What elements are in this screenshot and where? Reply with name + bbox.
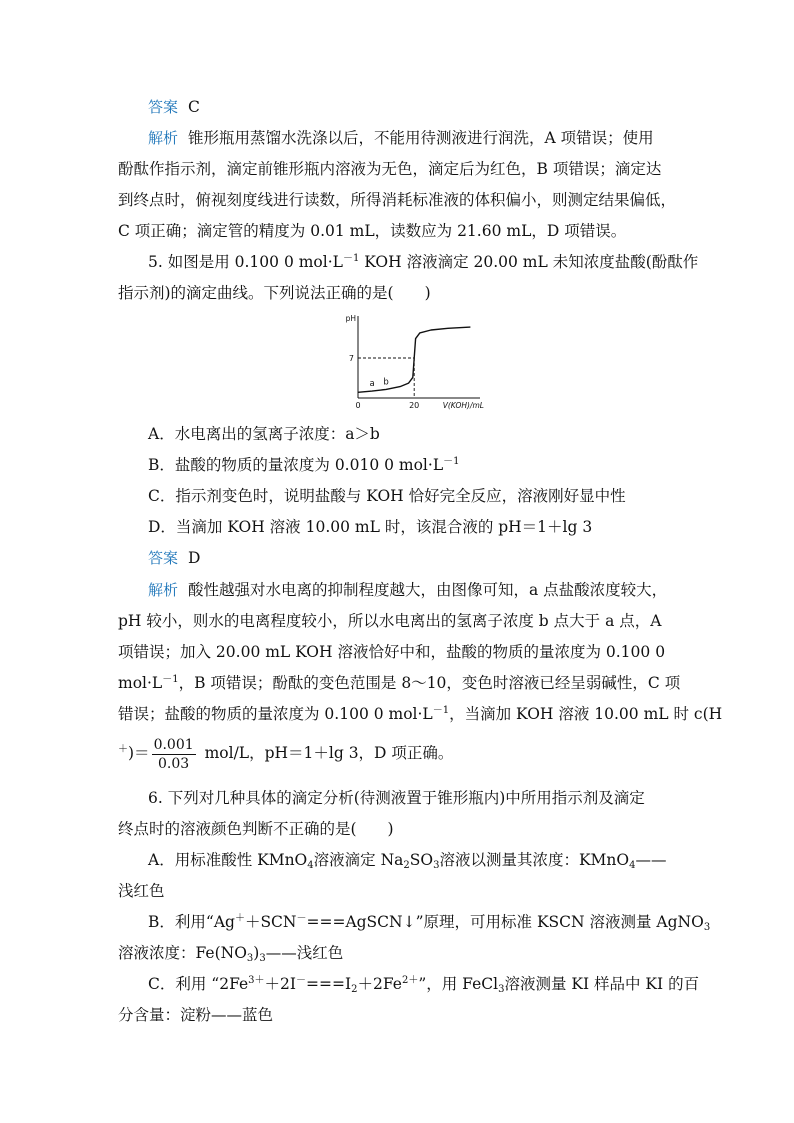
chart-axes: [358, 316, 480, 398]
text: 溶液测量 KI 样品中 KI 的百: [504, 975, 700, 993]
q4-analysis-line-2: 酚酞作指示剂，滴定前锥形瓶内溶液为无色，滴定后为红色，B 项错误；滴定达: [118, 160, 662, 178]
sup: ＋: [118, 744, 128, 755]
q6-option-c-line-2: 分含量：淀粉——蓝色: [118, 1006, 274, 1024]
text: ——浅红色: [265, 944, 344, 962]
q5-analysis-line-2: pH 较小，则水的电离程度较小，所以水电离出的氢离子浓度 b 点大于 a 点，A: [118, 612, 662, 630]
text: 错误；盐酸的物质的量浓度为 0.100 0 mol·L: [118, 705, 433, 723]
q4-analysis-line-1: [148, 128, 678, 148]
text: )＝: [128, 744, 150, 762]
text: ): [253, 944, 260, 962]
text: ===I: [306, 975, 352, 993]
point-label-b: b: [383, 377, 389, 388]
q6-option-b-line-1: [148, 912, 711, 933]
text: mol·L: [118, 674, 163, 692]
y-axis-label: pH: [345, 314, 356, 323]
sub: 4: [629, 860, 636, 871]
sup: 3＋: [248, 975, 265, 986]
x-tick-label: 20: [409, 401, 420, 410]
q5-stem-line-2: 指示剂)的滴定曲线。下列说法正确的是( ): [118, 284, 431, 302]
chart-labels: [346, 314, 484, 410]
sup: 2＋: [401, 975, 419, 986]
answer-label: 答案: [148, 549, 179, 567]
fraction-denominator: 0.03: [158, 755, 190, 772]
sub: 3: [259, 953, 266, 964]
titration-curve-chart: [336, 312, 486, 416]
text: 溶液浓度：Fe(NO: [118, 944, 247, 962]
answer-value: D: [188, 549, 201, 567]
text: 溶液以测量其浓度：KMnO: [439, 851, 630, 869]
answer-value: C: [188, 98, 200, 116]
analysis-text: 酸性越强对水电离的抑制程度越大，由图像可知，a 点盐酸浓度较大，: [188, 581, 668, 599]
q5-analysis-line-4: [118, 673, 681, 693]
q5-analysis-line-6: [118, 734, 678, 773]
q5-analysis-line-1: [148, 580, 678, 600]
fraction-numerator: 0.001: [153, 736, 194, 753]
text: ，B 项错误；酚酞的变色范围是 8～10，变色时溶液已经呈弱碱性，C 项: [178, 674, 681, 692]
q5-option-b: [148, 455, 678, 475]
text: B．利用“Ag: [148, 913, 235, 931]
y-tick-label: 7: [348, 354, 354, 363]
sub: 4: [307, 860, 314, 871]
q5-analysis-line-3: 项错误；加入 20.00 mL KOH 溶液恰好中和，盐酸的物质的量浓度为 0.100 0: [118, 643, 666, 661]
text: ——: [635, 851, 667, 869]
q4-analysis-line-3: 到终点时，俯视刻度线进行读数，所得消耗标准液的体积偏小，则测定结果偏低，: [118, 191, 677, 209]
text: ===AgSCN↓”原理，可用标准 KSCN 溶液测量 AgNO: [306, 913, 704, 931]
q6-option-a-line-2: 浅红色: [118, 882, 165, 900]
q5-option-a: A．水电离出的氢离子浓度：a＞b: [148, 425, 380, 443]
q4-analysis-line-4: C 项正确；滴定管的精度为 0.01 mL，读数应为 21.60 mL，D 项错误。: [118, 222, 627, 240]
sup: －: [296, 975, 307, 986]
fraction: [152, 736, 196, 773]
q5-option-d: D．当滴加 KOH 溶液 10.00 mL 时，该混合液的 pH＝1＋lg 3: [148, 518, 593, 536]
q5-answer-line: [148, 548, 678, 568]
sub: 3: [246, 953, 254, 964]
text: A．用标准酸性 KMnO: [148, 851, 308, 869]
answer-label: 答案: [148, 98, 179, 116]
sup: －: [296, 913, 307, 924]
sub: 3: [703, 922, 711, 933]
q5-option-b-sup: －1: [443, 456, 460, 467]
q5-stem-sup: －1: [342, 253, 360, 264]
text: C．利用 “2Fe: [148, 975, 249, 993]
q6-option-c-line-1: [148, 974, 700, 995]
sub: 2: [351, 984, 358, 995]
sup: －1: [162, 674, 179, 685]
q5-stem-line-1: [148, 252, 699, 272]
x-axis-label: V(KOH)/mL: [442, 401, 484, 410]
q6-stem-line-1: 6. 下列对几种具体的滴定分析(待测液置于锥形瓶内)中所用指示剂及滴定: [148, 789, 645, 807]
sub: 2: [403, 860, 410, 871]
sup: －1: [432, 705, 450, 716]
analysis-label: 解析: [148, 581, 179, 599]
sub: 3: [498, 984, 505, 995]
q6-stem-line-2: 终点时的溶液颜色判断不正确的是( ): [118, 820, 394, 838]
text: SO: [409, 851, 434, 869]
sup: ＋: [234, 913, 245, 924]
text: mol/L，pH＝1＋lg 3，D 项正确。: [199, 744, 454, 762]
titration-curve-line: [358, 327, 470, 392]
q5-stem-a: 5. 如图是用 0.100 0 mol·L: [148, 253, 343, 271]
text: ，当滴加 KOH 溶液 10.00 mL 时 c(H: [449, 705, 723, 723]
q6-option-a-line-1: [148, 850, 678, 870]
sub: 3: [433, 860, 440, 871]
q4-answer-line: [148, 97, 678, 117]
q6-option-b-line-2: [118, 943, 678, 963]
text: ＋2I: [264, 975, 297, 993]
text: ”，用 FeCl: [418, 975, 499, 993]
text: ＋2Fe: [357, 975, 402, 993]
x-tick-label: 0: [355, 401, 361, 410]
q5-option-b-text: B．盐酸的物质的量浓度为 0.010 0 mol·L: [148, 456, 444, 474]
q5-stem-b: KOH 溶液滴定 20.00 mL 未知浓度盐酸(酚酞作: [359, 253, 699, 271]
chart-series: [358, 327, 470, 392]
point-label-a: a: [369, 379, 375, 390]
analysis-label: 解析: [148, 129, 179, 147]
q5-analysis-line-5: [118, 704, 723, 724]
analysis-text: 锥形瓶用蒸馏水洗涤以后，不能用待测液进行润洗，A 项错误；使用: [188, 129, 654, 147]
text: 溶液滴定 Na: [313, 851, 404, 869]
text: ＋SCN: [244, 913, 297, 931]
q5-option-c: C．指示剂变色时，说明盐酸与 KOH 恰好完全反应，溶液刚好显中性: [148, 487, 626, 505]
